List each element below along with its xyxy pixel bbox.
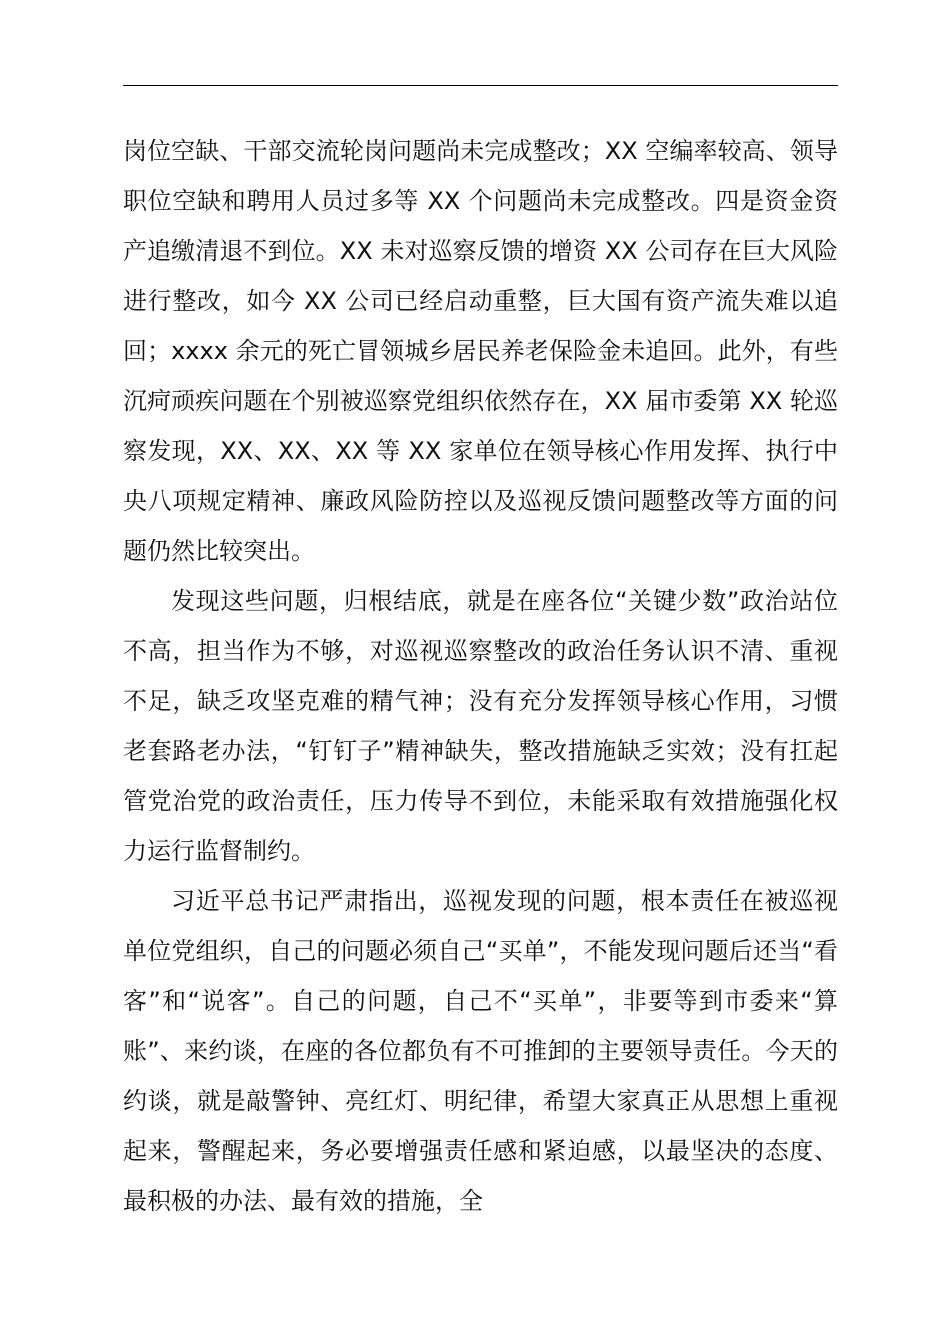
paragraph-root-cause: 发现这些问题，归根结底，就是在座各位“关键少数”政治站位不高，担当作为不够，对巡视巡察整改的政治任务认识不清、重视不足，缺乏攻坚克难的精气神；没有充分发挥领导核心作用，习惯老套路老办法，“钉钉子”精神缺失，整改措施缺乏实效；没有扛起管党治党的政治责任，压力传导不到位，未能采取有效措施强化权力运行监督制约。 <box>123 587 838 865</box>
document-body <box>123 126 838 1226</box>
paragraph-responsibility: 习近平总书记严肃指出，巡视发现的问题，根本责任在被巡视单位党组织，自己的问题必须自己“买单”，不能发现问题后还当“看客”和“说客”。自己的问题，自己不“买单”，非要等到市委来“算账”、来约谈，在座的各位都负有不可推卸的主要领导责任。今天的约谈，就是敲警钟、亮红灯、明纪律，希望大家真正从思想上重视起来，警醒起来，务必要增强责任感和紧迫感，以最坚决的态度、最积极的办法、最有效的措施，全 <box>123 887 838 1215</box>
header-rule <box>123 85 838 86</box>
paragraph-continuation: 岗位空缺、干部交流轮岗问题尚未完成整改；XX 空编率较高、领导职位空缺和聘用人员过多等 XX 个问题尚未完成整改。四是资金资产追缴清退不到位。XX 未对巡察反馈的增资 XX 公司存在巨大风险进行整改，如今 XX 公司已经启动重整，巨大国有资产流失难以追回；xxxx 余元的死亡冒领城乡居民养老保险金未追回。此外，有些沉疴顽疾问题在个别被巡察党组织依然存在，XX 届市委第 XX 轮巡察发现，XX、XX、XX 等 XX 家单位在领导核心作用发挥、执行中央八项规定精神、廉政风险防控以及巡视反馈问题整改等方面的问题仍然比较突出。 <box>123 137 838 565</box>
